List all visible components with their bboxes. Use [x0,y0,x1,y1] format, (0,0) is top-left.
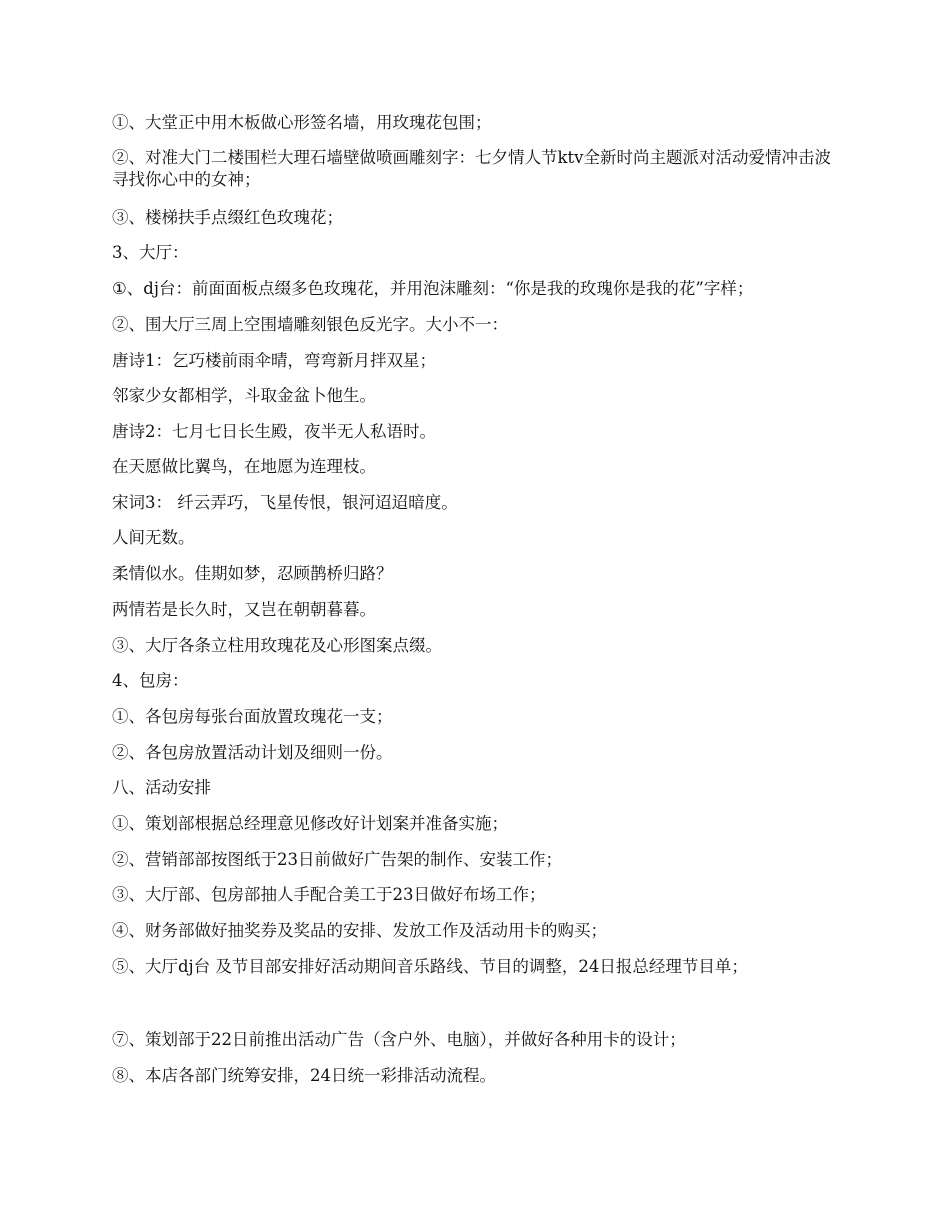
text-line: ⑧、本店各部门统筹安排，24日统一彩排活动流程。 [112,1066,496,1085]
section-heading: 八、活动安排 [112,778,211,797]
poem-line: 宋词3： 纤云弄巧，飞星传恨，银河迢迢暗度。 [112,493,458,512]
text-line: ②、营销部部按图纸于23日前做好广告架的制作、安装工作； [112,850,562,869]
poem-line: 人间无数。 [112,528,195,547]
poem-line: 柔情似水。佳期如梦，忍顾鹊桥归路？ [112,564,393,583]
text-line: ②、各包房放置活动计划及细则一份。 [112,743,393,762]
poem-line: 在天愿做比翼鸟，在地愿为连理枝。 [112,457,376,476]
text-line: ③、大厅各条立柱用玫瑰花及心形图案点缀。 [112,636,442,655]
section-heading: 4、包房： [112,671,189,690]
poem-line: 唐诗2：七月七日长生殿，夜半无人私语时。 [112,422,436,441]
poem-line: 两情若是长久时，又岂在朝朝暮暮。 [112,600,376,619]
section-heading: 3、大厅： [112,243,189,262]
text-line: ①、策划部根据总经理意见修改好计划案并准备实施； [112,814,508,833]
text-line: ⑤、大厅dj台 及节目部安排好活动期间音乐路线、节目的调整，24日报总经理节目单； [112,957,748,976]
text-line: ①、大堂正中用木板做心形签名墙，用玫瑰花包围； [112,113,492,132]
text-paragraph: ②、对准大门二楼围栏大理石墙壁做喷画雕刻字：七夕情人节ktv全新时尚主题派对活动爱情冲击波寻找你心中的女神； [112,148,831,189]
poem-line: 邻家少女都相学，斗取金盆卜他生。 [112,386,376,405]
poem-line: 唐诗1：乞巧楼前雨伞晴，弯弯新月拌双星； [112,351,436,370]
text-line: ④、财务部做好抽奖券及奖品的安排、发放工作及活动用卡的购买； [112,921,607,940]
text-line: ②、围大厅三周上空围墙雕刻银色反光字。大小不一： [112,315,508,334]
text-line: ③、大厅部、包房部抽人手配合美工于23日做好布场工作； [112,885,546,904]
text-line: ③、楼梯扶手点缀红色玫瑰花； [112,208,343,227]
text-line: ①、dj台：前面面板点缀多色玫瑰花，并用泡沫雕刻：“你是我的玫瑰你是我的花”字样； [112,279,754,298]
text-line: ⑦、策划部于22日前推出活动广告（含户外、电脑），并做好各种用卡的设计； [112,1030,686,1049]
text-line: ①、各包房每张台面放置玫瑰花一支； [112,707,393,726]
